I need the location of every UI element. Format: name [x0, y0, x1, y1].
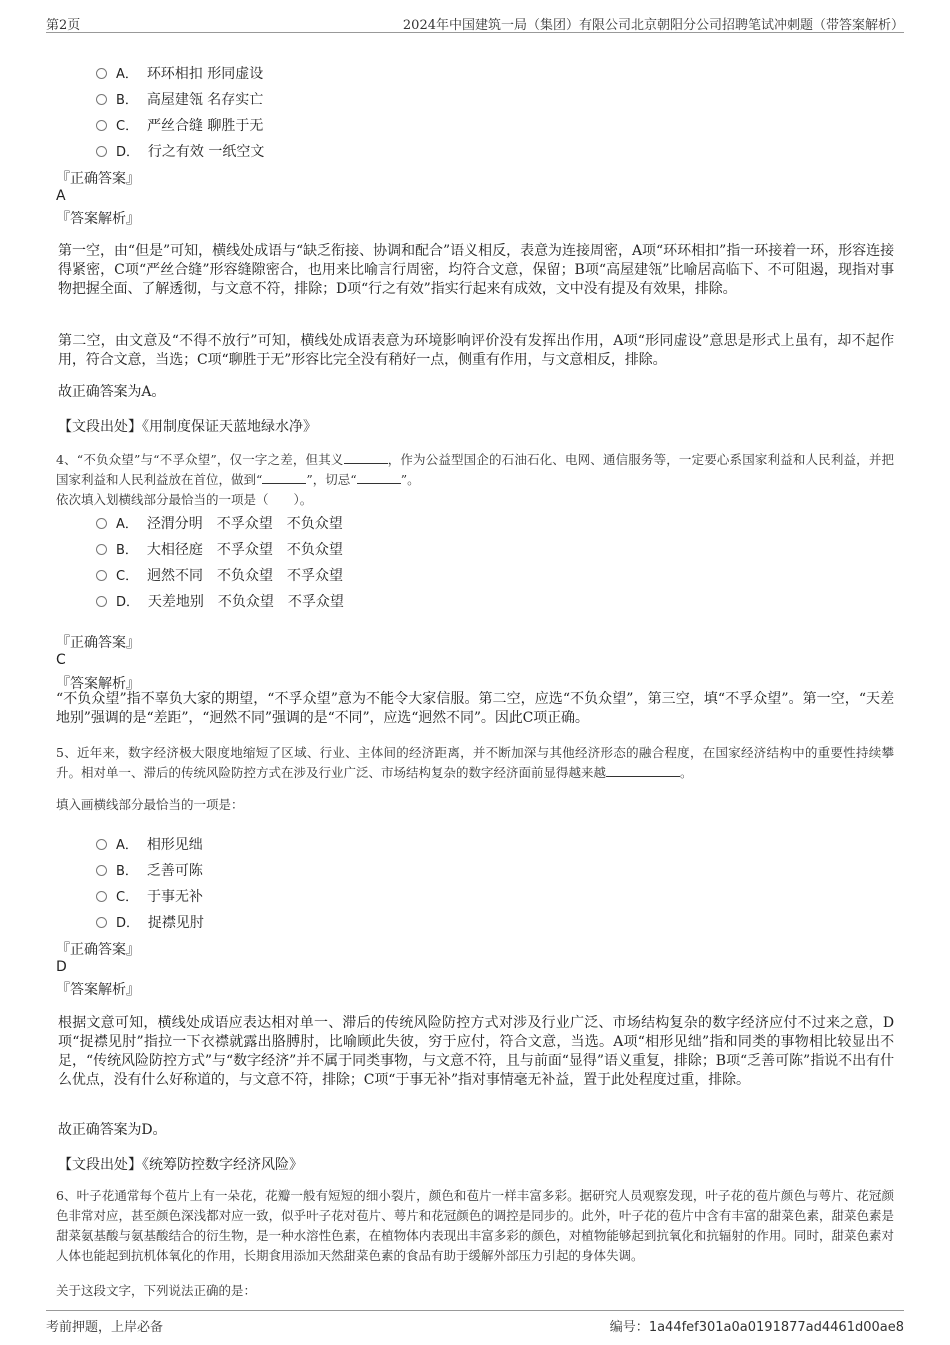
radio-icon[interactable]: [96, 839, 107, 850]
q5-question-text: 5、近年来，数字经济极大限度地缩短了区域、行业、主体间的经济距离，并不断加深与其他经济形态的融合程度，在国家经济结构中的重要性持续攀升。相对单一、滞后的传统风险防控方式在涉及行业广泛、市场结构复杂的数字经济面前显得越来越 。: [56, 745, 894, 780]
q3-option-a[interactable]: A． 环环相扣 形同虚设: [96, 63, 263, 83]
q5-source: 【文段出处】《统筹防控数字经济风险》: [58, 1157, 303, 1173]
radio-icon[interactable]: [96, 570, 107, 581]
footer-slogan: 考前押题，上岸必备: [46, 1320, 164, 1335]
q4-prompt: 依次填入划横线部分最恰当的一项是（ ）。: [56, 492, 313, 507]
q5-analysis-para-1: 根据文意可知，横线处成语应表达相对单一、滞后的传统风险防控方式对涉及行业广泛、市场结构复杂的数字经济应付不过来之意，D项“捉襟见肘”指拉一下衣襟就露出胳膊肘，比喻顾此失彼，穷于应付，符合文意，当选。A项“相形见绌”指和同类的事物相比较显出不足，“传统风险防控方式”与“数字经济”并不属于同类事物，与文意不符，且与前面“显得”语义重复，排除；B项“乏善可陈”指说不出有什么优点，没有什么好称道的，与文意不符，排除；C项“于事无补”指对事情毫无补益，置于此处程度过重，排除。: [58, 1015, 894, 1088]
q3-answer-label: 『正确答案』: [56, 171, 140, 187]
fill-blank: [606, 764, 680, 777]
radio-icon[interactable]: [96, 94, 107, 105]
q5-answer: D: [56, 959, 67, 975]
q5-option-d[interactable]: D． 捉襟见肘: [96, 912, 204, 932]
document-title: 2024年中国建筑一局（集团）有限公司北京朝阳分公司招聘笔试冲刺题（带答案解析）: [402, 18, 904, 33]
q4-option-c[interactable]: C． 迥然不同 不负众望 不孚众望: [96, 565, 343, 585]
fill-blank: [344, 451, 388, 464]
q3-analysis-para-2: 第二空，由文意及“不得不放行”可知，横线处成语表意为环境影响评价没有发挥出作用，A项“形同虚设”意思是形式上虽有，却不起作用，符合文意，当选；C项“聊胜于无”形容比完全没有稍好一点，侧重有作用，与文意相反，排除。: [58, 333, 894, 368]
q5-option-a[interactable]: A． 相形见绌: [96, 834, 203, 854]
document-code: 编号：1a44fef301a0a0191877ad4461d00ae8: [609, 1320, 904, 1335]
radio-icon[interactable]: [96, 68, 107, 79]
q3-analysis-para-1: 第一空，由“但是”可知，横线处成语与“缺乏衔接、协调和配合”语义相反，表意为连接周密，A项“环环相扣”指一环接着一环，形容连接得紧密，C项“严丝合缝”形容缝隙密合，也用来比喻言行周密，均符合文意，保留；B项“高屋建瓴”比喻居高临下、不可阻遏，现指对事物把握全面、了解透彻，与文意不符，排除；D项“行之有效”指实行起来有成效，文中没有提及有效果，排除。: [58, 243, 894, 297]
q6-prompt: 关于这段文字，下列说法正确的是：: [56, 1283, 257, 1298]
q4-answer-label: 『正确答案』: [56, 635, 140, 651]
page-number: 第2页: [46, 18, 81, 33]
q3-source: 【文段出处】《用制度保证天蓝地绿水净》: [58, 419, 317, 435]
q3-analysis-conclusion: 故正确答案为A。: [58, 384, 166, 400]
radio-icon[interactable]: [96, 865, 107, 876]
q4-option-a[interactable]: A． 泾渭分明 不孚众望 不负众望: [96, 513, 343, 533]
q3-option-b[interactable]: B． 高屋建瓴 名存实亡: [96, 89, 263, 109]
q6-question-text: 6、叶子花通常每个苞片上有一朵花，花瓣一般有短短的细小裂片，颜色和苞片一样丰富多彩。据研究人员观察发现，叶子花的苞片颜色与萼片、花冠颜色非常对应，甚至颜色深浅都对应一致，似乎叶子花对苞片、萼片和花冠颜色的调控是同步的。此外，叶子花的苞片中含有丰富的甜菜色素，甜菜色素是甜菜氨基酸与氨基酸结合的衍生物，是一种水溶性色素，在植物体内表现出丰富多彩的颜色，对植物能够起到抗氧化和抗辐射的作用。同时，甜菜色素对人体也能起到抗机体氧化的作用，长期食用添加天然甜菜色素的食品有助于缓解外部压力引起的身体失调。: [56, 1188, 894, 1263]
page-footer: [46, 1310, 904, 1335]
q3-analysis-label: 『答案解析』: [56, 211, 140, 227]
q4-analysis-label: 『答案解析』: [56, 676, 140, 692]
radio-icon[interactable]: [96, 544, 107, 555]
q5-answer-label: 『正确答案』: [56, 942, 140, 958]
q4-option-d[interactable]: D． 天差地别 不负众望 不孚众望: [96, 591, 344, 611]
radio-icon[interactable]: [96, 596, 107, 607]
q3-answer: A: [56, 188, 66, 204]
fill-blank: [262, 471, 306, 484]
q5-analysis-label: 『答案解析』: [56, 982, 140, 998]
fill-blank: [357, 471, 401, 484]
radio-icon[interactable]: [96, 120, 107, 131]
radio-icon[interactable]: [96, 518, 107, 529]
q5-option-c[interactable]: C． 于事无补: [96, 886, 203, 906]
radio-icon[interactable]: [96, 891, 107, 902]
q5-option-b[interactable]: B． 乏善可陈: [96, 860, 203, 880]
radio-icon[interactable]: [96, 146, 107, 157]
q4-question-text: 4、“不负众望”与“不孚众望”，仅一字之差，但其义 ，作为公益型国企的石油石化、电网、通信服务等，一定要心系国家利益和人民利益，并把国家利益和人民利益放在首位，做到“ ”，切忌“ ”。: [56, 452, 894, 487]
q3-option-c[interactable]: C． 严丝合缝 聊胜于无: [96, 115, 263, 135]
q3-option-d[interactable]: D． 行之有效 一纸空文: [96, 141, 264, 161]
page-header: [46, 10, 904, 33]
radio-icon[interactable]: [96, 917, 107, 928]
q4-analysis: “不负众望”指不辜负大家的期望，“不孚众望”意为不能令大家信服。第二空，应选“不负众望”，第三空，填“不孚众望”。第一空，“天差地别”强调的是“差距”，“迥然不同”强调的是“不同”，应选“迥然不同”。因此C项正确。: [56, 691, 894, 726]
q4-answer: C: [56, 652, 66, 668]
q5-prompt: 填入画横线部分最恰当的一项是：: [56, 797, 244, 812]
q5-analysis-conclusion: 故正确答案为D。: [58, 1122, 167, 1138]
q4-option-b[interactable]: B． 大相径庭 不孚众望 不负众望: [96, 539, 343, 559]
